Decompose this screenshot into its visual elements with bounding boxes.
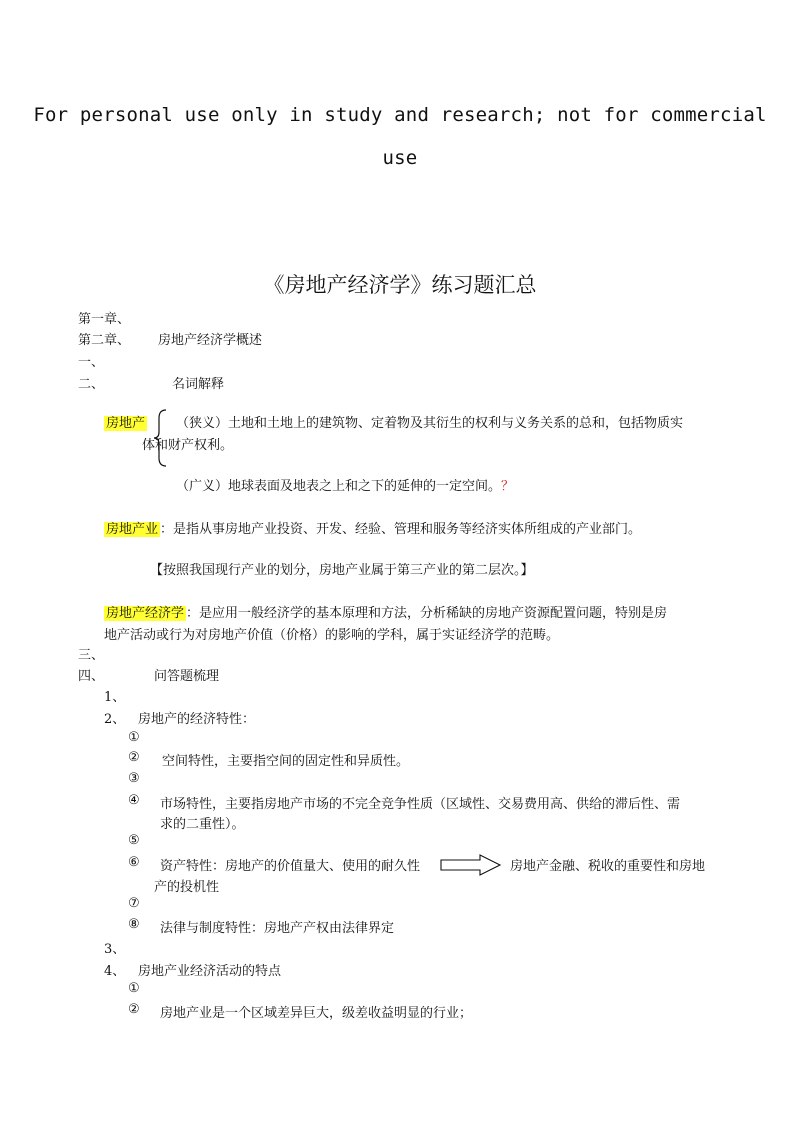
q2-item-6-left: 资产特性：房地产的价值量大、使用的耐久性: [160, 859, 421, 874]
q2-item-4-line-2: 求的二重性）。: [160, 817, 245, 832]
question-3-number: 3、: [104, 942, 126, 957]
chapter-2-number: 第二章、: [78, 333, 131, 348]
section-4-number: 四、: [78, 669, 105, 684]
industry-classification-note: 【按照我国现行产业的划分，房地产业属于第三产业的第二层次。】: [150, 563, 534, 578]
q2-item-6-number: ⑥: [128, 855, 140, 870]
section-4-title: 问答题梳理: [154, 669, 220, 684]
economics-definition-line-2: 地产活动或行为对房地产价值（价格）的影响的学科，属于实证经济学的范畴。: [104, 628, 560, 643]
term-industry-label: 房地产业: [106, 522, 159, 537]
question-mark: ？: [501, 479, 515, 494]
q2-item-5: ⑤: [128, 833, 140, 848]
section-2-number: 二、: [78, 377, 105, 392]
term-real-estate: [104, 412, 147, 431]
q2-item-2-text: 空间特性，主要指空间的固定性和异质性。: [162, 754, 410, 769]
q4-item-1: ①: [128, 981, 140, 996]
question-1-number: 1、: [104, 690, 126, 705]
document-title: 《房地产经济学》练习题汇总: [263, 273, 537, 297]
q2-item-8-text: 法律与制度特性：房地产产权由法律界定: [160, 921, 395, 936]
q4-item-2-text: 房地产业是一个区域差异巨大，级差收益明显的行业；: [160, 1006, 473, 1021]
q2-item-4-line-1: 市场特性，主要指房地产市场的不完全竞争性质（区域性、交易费用高、供给的滞后性、需: [160, 797, 681, 812]
q4-item-2-number: ②: [128, 1002, 140, 1017]
real-estate-broad-definition: （广义）地球表面及地表之上和之下的延伸的一定空间。？: [176, 479, 515, 494]
q2-item-7: ⑦: [128, 896, 140, 911]
section-3-heading: 三、: [78, 648, 105, 663]
chapter-1-heading: 第一章、: [78, 312, 131, 327]
question-2-title: 房地产的经济特性：: [138, 712, 256, 727]
term-real-estate-economics: [104, 602, 667, 621]
q2-item-3: ③: [128, 771, 140, 786]
q2-item-1: ①: [128, 730, 140, 745]
disclaimer-line-2: use: [382, 147, 418, 169]
chapter-2-title: 房地产经济学概述: [158, 333, 263, 348]
industry-definition: ：是指从事房地产业投资、开发、经验、管理和服务等经济实体所组成的产业部门。: [160, 522, 642, 537]
question-2-number: 2、: [104, 712, 126, 727]
q2-item-2-number: ②: [128, 750, 140, 765]
economics-definition-line-1: ：是应用一般经济学的基本原理和方法，分析稀缺的房地产资源配置问题，特别是房: [186, 606, 668, 621]
q2-item-4-number: ④: [128, 793, 140, 808]
question-4-title: 房地产业经济活动的特点: [138, 964, 282, 979]
term-real-estate-industry: [104, 518, 641, 537]
q2-item-6-line-2: 产的投机性: [154, 880, 220, 895]
question-4-number: 4、: [104, 964, 126, 979]
term-real-estate-label: 房地产: [106, 416, 146, 431]
right-arrow-icon: [440, 854, 502, 876]
real-estate-narrow-definition-line-2: 体和财产权利。: [142, 438, 234, 453]
q2-item-8-number: ⑧: [128, 917, 140, 932]
section-1-heading: 一、: [78, 355, 105, 370]
real-estate-narrow-definition-line-1: （狭义）土地和土地上的建筑物、定着物及其衍生的权利与义务关系的总和，包括物质实: [176, 416, 684, 431]
disclaimer-line-1: For personal use only in study and research; not for commercial: [33, 104, 767, 126]
term-economics-label: 房地产经济学: [106, 606, 185, 621]
q2-item-6-right: 房地产金融、税收的重要性和房地: [510, 859, 706, 874]
section-2-title: 名词解释: [172, 377, 225, 392]
